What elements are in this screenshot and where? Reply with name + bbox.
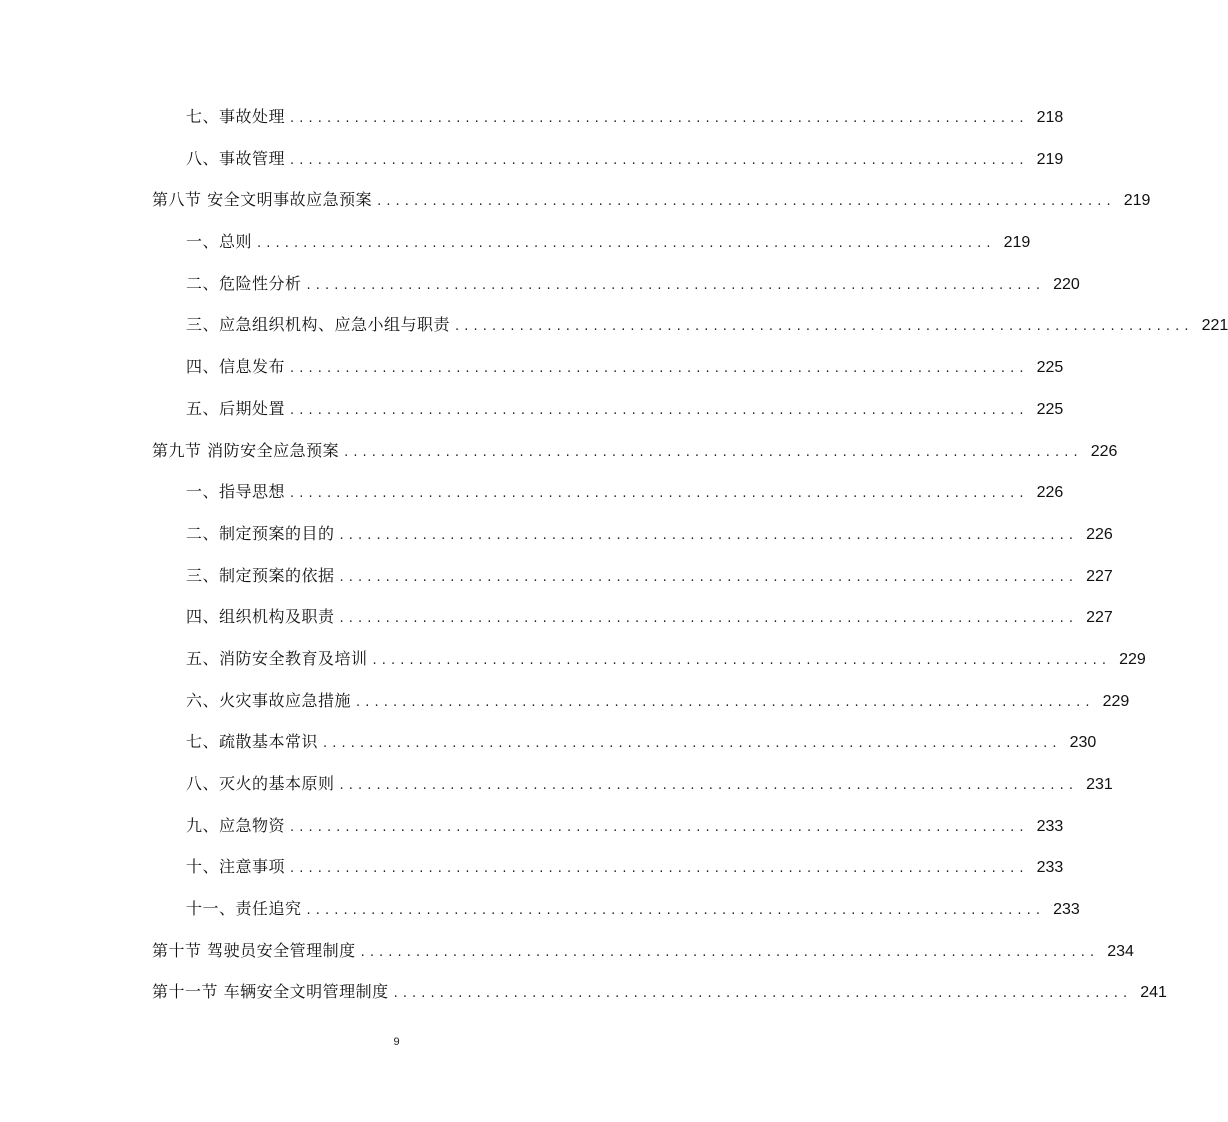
toc-entry-page-number: 233: [1036, 817, 1064, 835]
toc-subsection-entry[interactable]: [0, 304, 1228, 346]
toc-entry-page-number: 227: [1086, 609, 1113, 627]
toc-entry-page-number: 225: [1036, 400, 1064, 418]
toc-section-entry[interactable]: [0, 430, 1118, 472]
toc-subsection-entry[interactable]: [0, 96, 1064, 138]
toc-entry-page-number: 220: [1053, 275, 1080, 293]
toc-entry-title: 一、总则: [186, 232, 253, 252]
dot-leader: ................................................................................: [372, 652, 1112, 668]
toc-subsection-entry[interactable]: [0, 471, 1064, 513]
dot-leader: ................................................................................: [323, 736, 1062, 752]
toc-entry-title: 第八节 安全文明事故应急预案: [152, 190, 373, 210]
toc-entry-page-number: 218: [1036, 109, 1064, 126]
toc-entry-page-number: 229: [1102, 692, 1130, 710]
toc-subsection-entry[interactable]: [0, 888, 1080, 930]
toc-entry-page-number: 233: [1036, 859, 1064, 877]
toc-entry-page-number: 219: [1003, 234, 1031, 252]
toc-entry-title: 九、应急物资: [186, 815, 286, 835]
toc-entry-title: 七、事故处理: [186, 107, 286, 126]
toc-subsection-entry[interactable]: [0, 596, 1113, 638]
toc-subsection-entry[interactable]: [0, 763, 1113, 805]
dot-leader: ................................................................................: [360, 944, 1100, 960]
toc-entry-page-number: 221: [1201, 317, 1228, 335]
dot-leader: ................................................................................: [257, 236, 996, 252]
dot-leader: ................................................................................: [356, 694, 1095, 710]
toc-entry-title: 一、指导思想: [186, 482, 286, 502]
toc-entry-title: 八、事故管理: [186, 148, 286, 168]
toc-entry-page-number: 226: [1090, 442, 1118, 460]
toc-entry-title: 七、疏散基本常识: [186, 732, 319, 752]
dot-leader: ................................................................................: [306, 277, 1046, 293]
toc-entry-page-number: 231: [1086, 776, 1113, 793]
toc-subsection-entry[interactable]: [0, 555, 1113, 597]
dot-leader: ................................................................................: [290, 402, 1029, 418]
toc-entry-title: 五、消防安全教育及培训: [186, 648, 368, 668]
toc-entry-title: 六、火灾事故应急措施: [186, 690, 352, 710]
toc-entry-title: 三、应急组织机构、应急小组与职责: [186, 315, 451, 335]
toc-subsection-entry[interactable]: [0, 263, 1080, 305]
toc-subsection-entry[interactable]: [0, 513, 1113, 555]
dot-leader: ................................................................................: [339, 611, 1079, 627]
toc-subsection-entry[interactable]: [0, 846, 1064, 888]
dot-leader: ................................................................................: [344, 444, 1083, 460]
toc-subsection-entry[interactable]: [0, 680, 1130, 722]
toc-entry-title: 五、后期处置: [186, 398, 286, 418]
toc-entry-page-number: 241: [1140, 984, 1167, 1002]
dot-leader: ................................................................................: [290, 152, 1029, 168]
toc-subsection-entry[interactable]: [0, 388, 1064, 430]
dot-leader: ................................................................................: [290, 819, 1029, 835]
toc-entry-page-number: 219: [1036, 150, 1064, 168]
toc-entry-title: 八、灭火的基本原则: [186, 774, 335, 793]
dot-leader: ................................................................................: [455, 319, 1194, 335]
toc-subsection-entry[interactable]: [0, 138, 1064, 180]
dot-leader: ................................................................................: [393, 986, 1133, 1002]
toc-entry-title: 第十节 驾驶员安全管理制度: [152, 940, 356, 960]
table-of-contents: [0, 96, 1228, 1013]
toc-entry-title: 三、制定预案的依据: [186, 565, 335, 585]
toc-entry-page-number: 226: [1036, 484, 1064, 502]
dot-leader: ................................................................................: [377, 194, 1116, 210]
page-number: 9: [393, 1036, 400, 1048]
toc-entry-page-number: 234: [1107, 942, 1134, 960]
toc-subsection-entry[interactable]: [0, 805, 1064, 847]
dot-leader: ................................................................................: [306, 903, 1046, 919]
dot-leader: ................................................................................: [290, 111, 1029, 126]
dot-leader: ................................................................................: [290, 486, 1029, 502]
toc-entry-title: 四、组织机构及职责: [186, 607, 335, 627]
toc-entry-title: 十、注意事项: [186, 857, 286, 877]
dot-leader: ................................................................................: [339, 778, 1079, 793]
toc-entry-title: 四、信息发布: [186, 357, 286, 377]
toc-entry-title: 二、危险性分析: [186, 273, 302, 293]
toc-subsection-entry[interactable]: [0, 221, 1031, 263]
toc-entry-title: 第九节 消防安全应急预案: [152, 440, 340, 460]
toc-entry-page-number: 225: [1036, 359, 1064, 377]
toc-subsection-entry[interactable]: [0, 638, 1146, 680]
toc-subsection-entry[interactable]: [0, 721, 1097, 763]
toc-entry-title: 第十一节 车辆安全文明管理制度: [152, 982, 389, 1002]
toc-entry-title: 十一、责任追究: [186, 899, 302, 919]
toc-section-entry[interactable]: [0, 179, 1151, 221]
toc-entry-page-number: 233: [1053, 901, 1080, 919]
toc-subsection-entry[interactable]: [0, 346, 1064, 388]
toc-entry-page-number: 226: [1086, 525, 1113, 543]
toc-entry-title: 二、制定预案的目的: [186, 523, 335, 543]
dot-leader: ................................................................................: [290, 361, 1029, 377]
dot-leader: ................................................................................: [290, 861, 1029, 877]
dot-leader: ................................................................................: [339, 527, 1079, 543]
toc-section-entry[interactable]: [0, 971, 1167, 1013]
toc-entry-page-number: 229: [1119, 650, 1146, 668]
dot-leader: ................................................................................: [339, 569, 1079, 585]
toc-entry-page-number: 219: [1123, 192, 1151, 210]
toc-entry-page-number: 227: [1086, 567, 1113, 585]
toc-entry-page-number: 230: [1069, 734, 1097, 752]
toc-section-entry[interactable]: [0, 930, 1134, 972]
